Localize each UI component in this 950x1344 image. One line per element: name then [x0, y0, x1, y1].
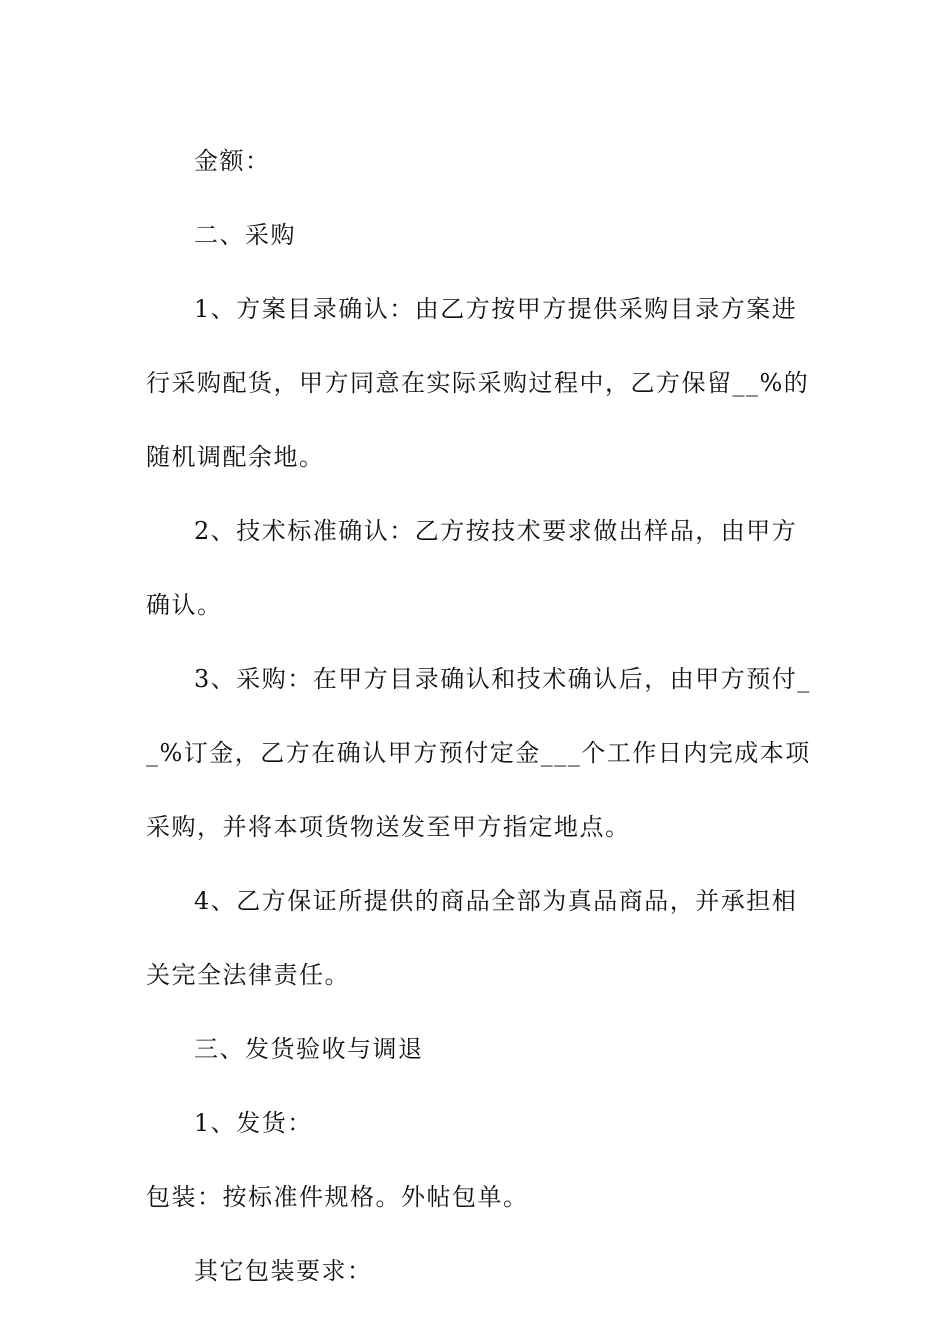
paragraph-packaging: 包装：按标准件规格。外帖包单。: [146, 1183, 529, 1211]
document-body: [146, 124, 814, 1308]
paragraph-authenticity-guarantee: 4、乙方保证所提供的商品全部为真品商品，并承担相关完全法律责任。: [146, 887, 798, 989]
paragraph-plan-confirmation: 1、方案目录确认：由乙方按甲方提供采购目录方案进行采购配货，甲方同意在实际采购过程中，乙方保留__%的随机调配余地。: [146, 295, 810, 471]
paragraph-amount: 金额：: [194, 147, 271, 175]
paragraph-technical-standard: 2、技术标准确认：乙方按技术要求做出样品，由甲方确认。: [146, 517, 798, 619]
paragraph-shipping: 1、发货：: [194, 1109, 313, 1137]
paragraph-other-packaging: 其它包装要求：: [194, 1257, 373, 1285]
paragraph-procurement: 3、采购：在甲方目录确认和技术确认后，由甲方预付__%订金，乙方在确认甲方预付定金___个工作日内完成本项采购，并将本项货物送发至甲方指定地点。: [146, 665, 811, 841]
section-heading-procurement: 二、采购: [194, 221, 296, 249]
section-heading-shipping: 三、发货验收与调退: [194, 1035, 424, 1063]
